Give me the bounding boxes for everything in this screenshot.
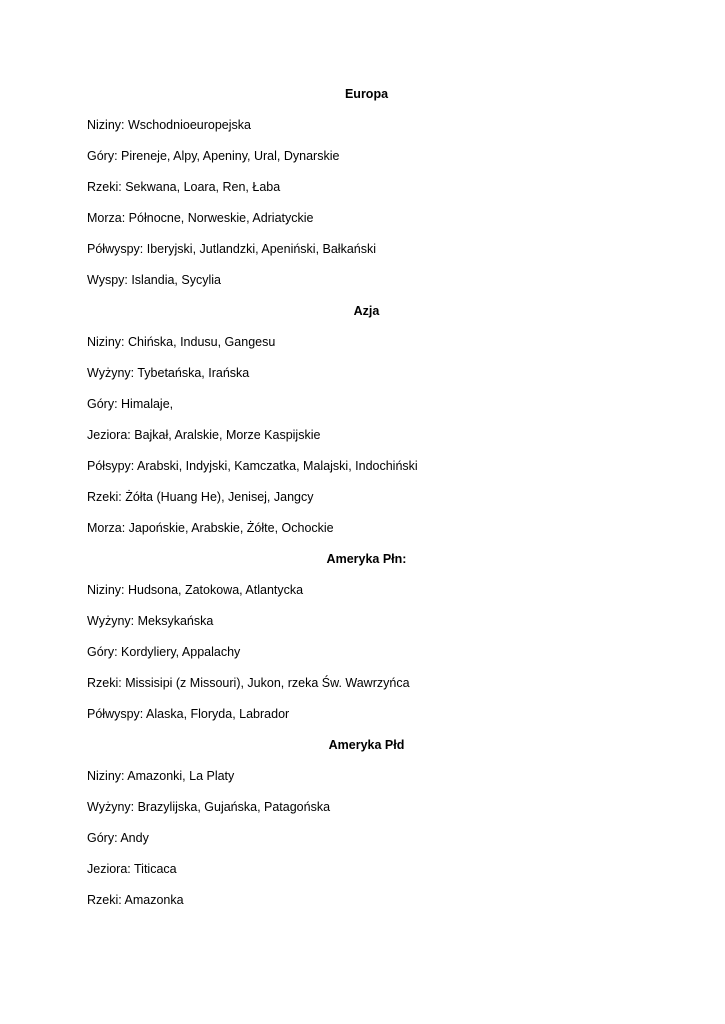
list-item: Góry: Kordyliery, Appalachy [87, 645, 241, 659]
list-item: Niziny: Hudsona, Zatokowa, Atlantycka [87, 583, 304, 597]
list-item: Rzeki: Amazonka [87, 893, 184, 907]
section-heading-ameryka-pln: Ameryka Płn: [326, 552, 407, 566]
list-item: Jeziora: Titicaca [87, 862, 177, 876]
list-item: Morza: Japońskie, Arabskie, Żółte, Ochockie [87, 521, 334, 535]
list-item: Morza: Północne, Norweskie, Adriatyckie [87, 211, 314, 225]
list-item: Wyżyny: Meksykańska [87, 614, 214, 628]
list-item: Wyżyny: Tybetańska, Irańska [87, 366, 250, 380]
list-item: Półwyspy: Iberyjski, Jutlandzki, Apeniński, Bałkański [87, 242, 377, 256]
document-body [87, 85, 636, 922]
list-item: Jeziora: Bajkał, Aralskie, Morze Kaspijskie [87, 428, 321, 442]
list-item: Rzeki: Sekwana, Loara, Ren, Łaba [87, 180, 281, 194]
list-item: Niziny: Chińska, Indusu, Gangesu [87, 335, 276, 349]
section-heading-europa: Europa [344, 87, 389, 101]
list-item: Wyspy: Islandia, Sycylia [87, 273, 221, 287]
list-item: Niziny: Amazonki, La Platy [87, 769, 235, 783]
section-heading-ameryka-pld: Ameryka Płd [328, 738, 405, 752]
list-item: Góry: Pireneje, Alpy, Apeniny, Ural, Dynarskie [87, 149, 340, 163]
list-item: Góry: Himalaje, [87, 397, 174, 411]
list-item: Niziny: Wschodnioeuropejska [87, 118, 251, 132]
list-item: Półwyspy: Alaska, Floryda, Labrador [87, 707, 290, 721]
section-heading-azja: Azja [353, 304, 380, 318]
list-item: Rzeki: Żółta (Huang He), Jenisej, Jangcy [87, 490, 314, 504]
list-item: Półsypy: Arabski, Indyjski, Kamczatka, Malajski, Indochiński [87, 459, 418, 473]
list-item: Wyżyny: Brazylijska, Gujańska, Patagońska [87, 800, 331, 814]
list-item: Góry: Andy [87, 831, 149, 845]
list-item: Rzeki: Missisipi (z Missouri), Jukon, rzeka Św. Wawrzyńca [87, 676, 410, 690]
